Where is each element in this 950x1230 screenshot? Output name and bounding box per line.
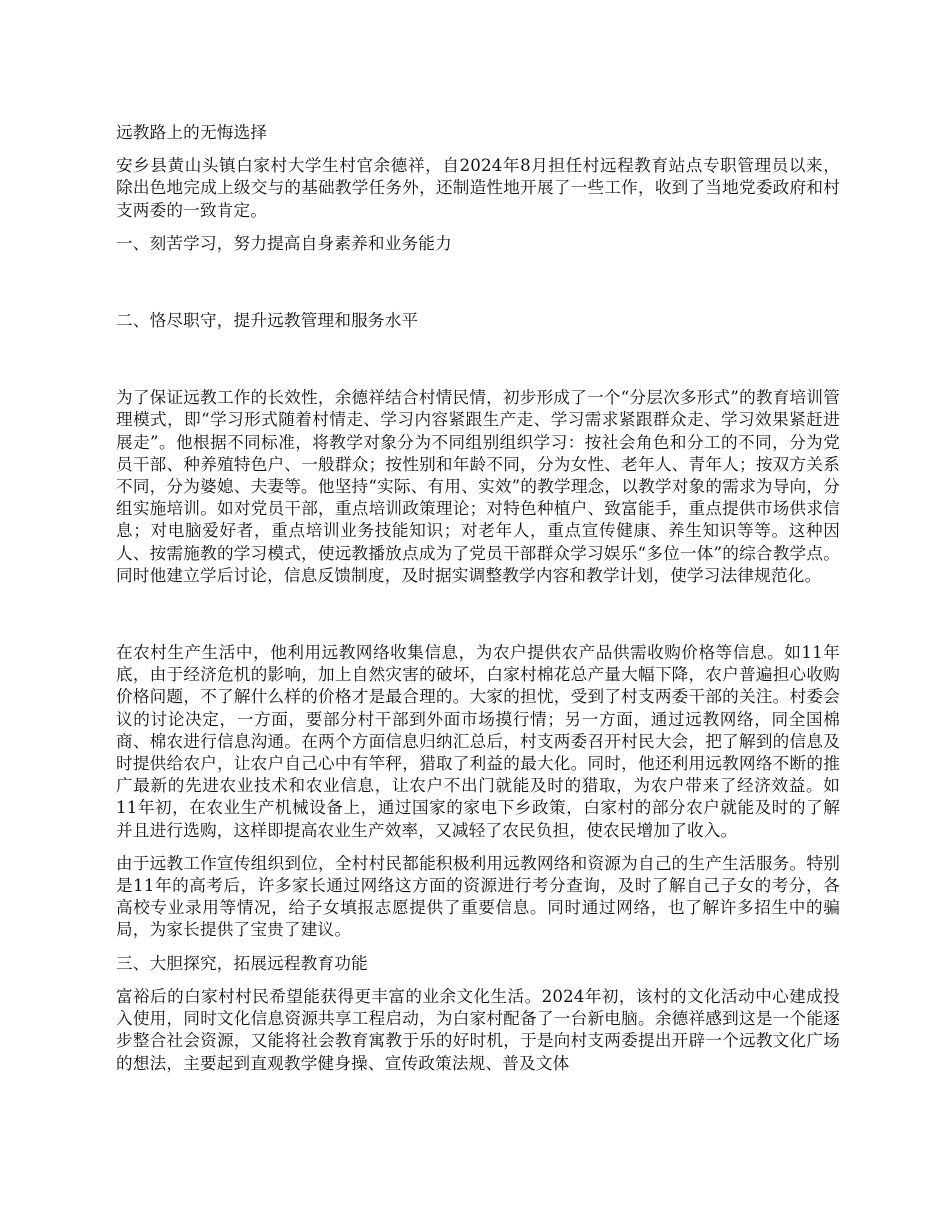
body-paragraph-2: 在农村生产生活中，他利用远教网络收集信息，为农户提供农产品供需收购价格等信息。如11年底，由于经济危机的影响，加上自然灾害的破坏，白家村棉花总产量大幅下降，农户普遍担心收购价格问题，不了解什么样的价格才是最合理的。大家的担忧，受到了村支两委干部的关注。村委会议的讨论决定，一方面，要部分村干部到外面市场摸行情；另一方面，通过远教网络，同全国棉商、棉农进行信息沟通。在两个方面信息归纳汇总后，村支两委召开村民大会，把了解到的信息及时提供给农户，让农户自己心中有竿秤，猎取了利益的最大化。同时，他还利用远教网络不断的推广最新的先进农业技术和农业信息，让农户不出门就能及时的猎取，为农户带来了经济效益。如11年初，在农业生产机械设备上，通过国家的家电下乡政策，白家村的部分农户就能及时的了解并且进行选购，这样即提高农业生产效率，又减轻了农民负担，使农民增加了收入。 [116,643,840,840]
section-heading-2: 二、恪尽职守，提升远教管理和服务水平 [116,311,419,331]
section-heading-3: 三、大胆探究，拓展远程教育功能 [116,953,368,973]
intro-paragraph: 安乡县黄山头镇白家村大学生村官余德祥，自2024年8月担任村远程教育站点专职管理员以来，除出色地完成上级交与的基础教学任务外，还制造性地开展了一些工作，收到了当地党委政府和村支两委的一致肯定。 [116,156,840,220]
body-paragraph-4: 富裕后的白家村村民希望能获得更丰富的业余文化生活。2024年初，该村的文化活动中心建成投入使用，同时文化信息资源共享工程启动，为白家村配备了一台新电脑。余德祥感到这是一个能逐步整合社会资源，又能将社会教育寓教于乐的好时机，于是向村支两委提出开辟一个远教文化广场的想法，主要起到直观教学健身操、宣传政策法规、普及文体 [116,986,840,1073]
body-paragraph-3: 由于远教工作宣传组织到位，全村村民都能积极利用远教网络和资源为自己的生产生活服务。特别是11年的高考后，许多家长通过网络这方面的资源进行考分查询，及时了解自己子女的考分，各高校专业录用等情况，给子女填报志愿提供了重要信息。同时通过网络，也了解许多招生中的骗局，为家长提供了宝贵了建议。 [116,853,840,940]
section-heading-1: 一、刻苦学习，努力提高自身素养和业务能力 [116,233,452,253]
document-page [116,122,840,1075]
document-title: 远教路上的无悔选择 [116,123,268,142]
body-paragraph-1: 为了保证远教工作的长效性，余德祥结合村情民情，初步形成了一个“分层次多形式”的教育培训管理模式，即“学习形式随着村情走、学习内容紧跟生产走、学习需求紧跟群众走、学习效果紧赶进展走”。他根据不同标准，将教学对象分为不同组别组织学习：按社会角色和分工的不同，分为党员干部、种养殖特色户、一般群众；按性别和年龄不同，分为女性、老年人、青年人；按双方关系不同，分为婆媳、夫妻等。他坚持“实际、有用、实效”的教学理念，以教学对象的需求为导向，分组实施培训。如对党员干部，重点培训政策理论；对特色种植户、致富能手，重点提供市场供求信息；对电脑爱好者，重点培训业务技能知识；对老年人，重点宣传健康、养生知识等等。这种因人、按需施教的学习模式，使远教播放点成为了党员干部群众学习娱乐“多位一体”的综合教学点。同时他建立学后讨论，信息反馈制度，及时据实调整教学内容和教学计划，使学习法律规范化。 [116,388,840,585]
